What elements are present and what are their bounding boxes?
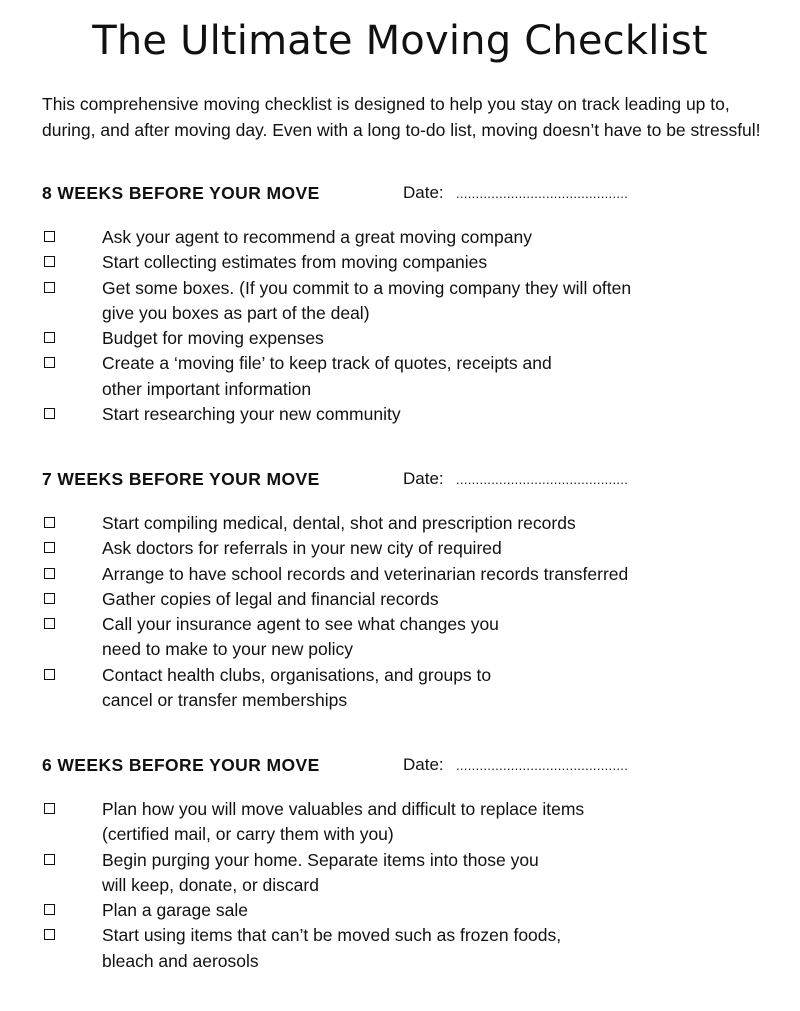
checkbox[interactable] [44, 282, 55, 293]
checkbox[interactable] [44, 618, 55, 629]
checklist-item-text: Get some boxes. (If you commit to a moving company they will often [102, 277, 632, 298]
checklist-item [42, 351, 762, 402]
section-header [42, 183, 762, 209]
date-field[interactable]: ............................................ [456, 758, 629, 773]
checkbox[interactable] [44, 803, 55, 814]
checklist-item-text: Budget for moving expenses [102, 328, 324, 349]
checkbox[interactable] [44, 517, 55, 528]
section-heading: 6 WEEKS BEFORE YOUR MOVE [42, 755, 320, 775]
date-field[interactable]: ............................................ [456, 186, 629, 201]
checklist-item [42, 562, 762, 587]
checklist-item [42, 511, 762, 536]
checklist-item-text: Gather copies of legal and financial records [102, 588, 439, 609]
checklist-item-text: Arrange to have school records and veterinarian records transferred [102, 563, 629, 584]
section-7-weeks [42, 469, 762, 711]
checklist-item [42, 326, 762, 351]
date-label: Date: [403, 469, 444, 488]
checklist-item [42, 898, 762, 923]
checkbox[interactable] [44, 408, 55, 419]
section-header [42, 469, 762, 495]
checklist [42, 797, 762, 974]
checklist-item [42, 612, 762, 663]
checklist-item [42, 587, 762, 612]
checkbox[interactable] [44, 231, 55, 242]
checklist-item [42, 923, 762, 974]
checkbox[interactable] [44, 854, 55, 865]
checklist-item-text: will keep, donate, or discard [102, 874, 319, 895]
checklist-item-text: (certified mail, or carry them with you) [102, 824, 394, 845]
date-label: Date: [403, 755, 444, 774]
checklist-item-text: other important information [102, 378, 312, 399]
checklist-item-text: Start compiling medical, dental, shot and prescription records [102, 513, 576, 533]
checklist-item-text: cancel or transfer memberships [102, 690, 348, 711]
checklist-item-text: Start using items that can’t be moved such as frozen foods, [102, 925, 562, 946]
checklist-item-text: Begin purging your home. Separate items into those you [102, 849, 539, 870]
section-header [42, 755, 762, 781]
checklist-item-text: bleach and aerosols [102, 950, 259, 971]
checklist-item-text: Start collecting estimates from moving companies [102, 252, 488, 273]
checkbox[interactable] [44, 542, 55, 553]
section-6-weeks [42, 755, 762, 971]
checkbox[interactable] [44, 904, 55, 915]
date-label: Date: [403, 183, 444, 202]
checklist-item [42, 276, 762, 327]
checkbox[interactable] [44, 669, 55, 680]
section-heading: 8 WEEKS BEFORE YOUR MOVE [42, 183, 320, 203]
checklist-item [42, 225, 762, 250]
checkbox[interactable] [44, 332, 55, 343]
checklist-item-text: Start researching your new community [102, 404, 401, 425]
checklist-item-text: Call your insurance agent to see what changes you [102, 614, 499, 635]
section-heading: 7 WEEKS BEFORE YOUR MOVE [42, 469, 320, 489]
checklist-item-text: Plan how you will move valuables and difficult to replace items [102, 799, 585, 819]
date-field[interactable]: ............................................ [456, 472, 629, 487]
checklist-item-text: Ask doctors for referrals in your new city of required [102, 538, 502, 559]
checkbox[interactable] [44, 929, 55, 940]
checklist-item-text: give you boxes as part of the deal) [102, 302, 370, 323]
intro-paragraph: This comprehensive moving checklist is designed to help you stay on track leading up to, during, and after moving day. Even with a long to-do list, moving doesn’t have to be stressful! [42, 94, 761, 140]
checkbox[interactable] [44, 593, 55, 604]
page-title: The Ultimate Moving Checklist [92, 18, 708, 64]
checklist-item [42, 402, 762, 427]
checklist-item-text: need to make to your new policy [102, 639, 353, 660]
checklist-item-text: Contact health clubs, organisations, and groups to [102, 664, 492, 685]
checklist-item-text: Plan a garage sale [102, 900, 248, 921]
checkbox[interactable] [44, 568, 55, 579]
checklist-item [42, 250, 762, 275]
checkbox[interactable] [44, 357, 55, 368]
checklist-item-text: Ask your agent to recommend a great moving company [102, 227, 532, 247]
section-8-weeks [42, 183, 762, 425]
checklist-item-text: Create a ‘moving file’ to keep track of quotes, receipts and [102, 353, 552, 374]
checklist [42, 511, 762, 713]
checklist-item [42, 848, 762, 899]
checkbox[interactable] [44, 256, 55, 267]
checklist-item [42, 663, 762, 714]
checklist-item [42, 797, 762, 848]
checklist-item [42, 536, 762, 561]
checklist [42, 225, 762, 427]
